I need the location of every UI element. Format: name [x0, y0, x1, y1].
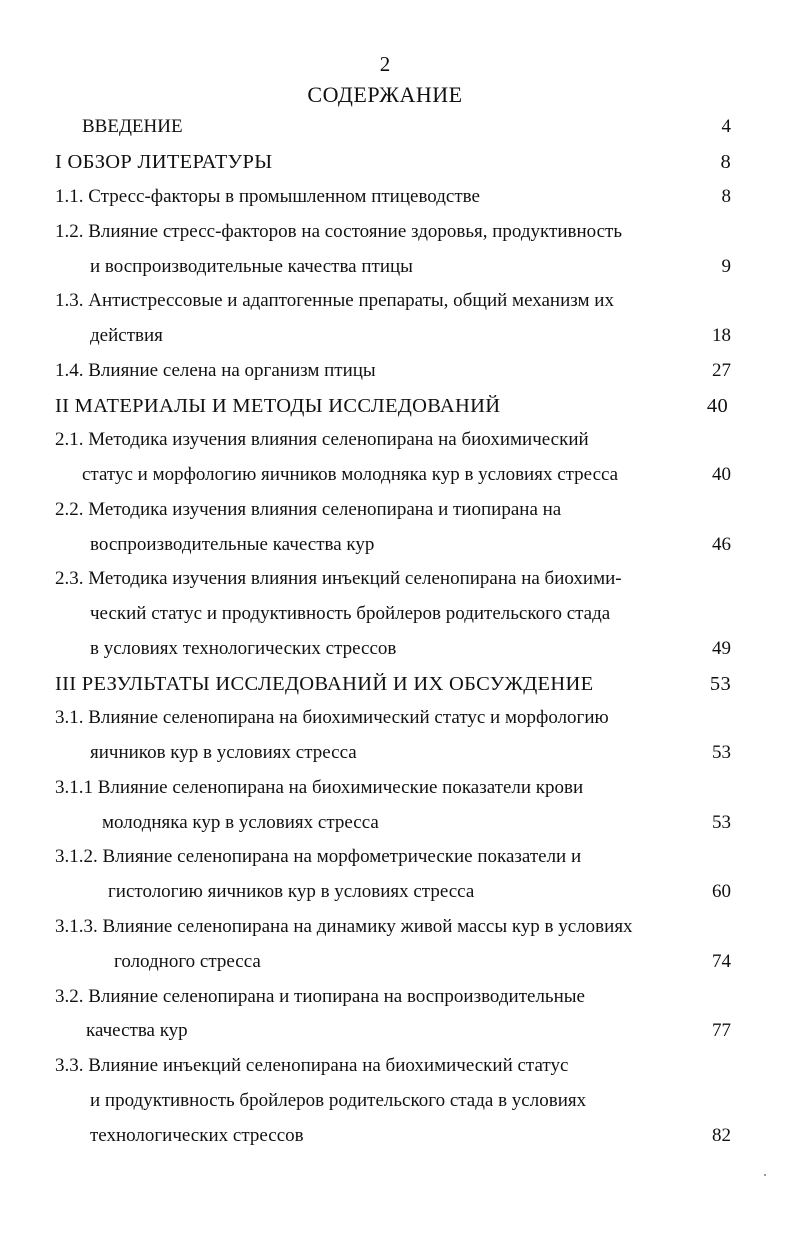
toc-entry-text: II МАТЕРИАЛЫ И МЕТОДЫ ИССЛЕДОВАНИЙ	[55, 395, 501, 417]
toc-entry-text: I ОБЗОР ЛИТЕРАТУРЫ	[55, 151, 273, 173]
toc-entry-text: 3.1.1 Влияние селенопирана на биохимические показатели крови	[55, 777, 584, 798]
toc-entry	[0, 1020, 798, 1050]
toc-entry-text: 1.1. Стресс-факторы в промышленном птицеводстве	[55, 186, 480, 207]
toc-entry-text: 2.1. Методика изучения влияния селенопирана на биохимический	[55, 429, 589, 450]
toc-entry-text: 3.1.2. Влияние селенопирана на морфометрические показатели и	[55, 846, 582, 867]
toc-entry	[0, 221, 798, 251]
toc-entry	[0, 603, 798, 633]
toc-entry	[0, 256, 798, 286]
toc-entry	[0, 707, 798, 737]
toc-entry	[0, 360, 798, 390]
toc-entry	[0, 673, 798, 703]
toc-entry	[0, 742, 798, 772]
toc-entry-text: 1.4. Влияние селена на организм птицы	[55, 360, 376, 381]
toc-entry-text: 3.1. Влияние селенопирана на биохимический статус и морфологию	[55, 707, 609, 728]
toc-entry-text: голодного стресса	[114, 951, 261, 972]
toc-entry	[0, 116, 798, 146]
toc-entry-text: 2.2. Методика изучения влияния селенопирана и тиопирана на	[55, 499, 562, 520]
toc-entry	[0, 395, 798, 425]
toc-entry-text: и продуктивность бройлеров родительского стада в условиях	[90, 1090, 587, 1111]
toc-entry-page: 77	[712, 1020, 731, 1041]
toc-entry	[0, 325, 798, 355]
toc-entry	[0, 777, 798, 807]
toc-entry	[0, 638, 798, 668]
toc-entry	[0, 846, 798, 876]
toc-entry	[0, 1125, 798, 1155]
toc-entry-text: 3.1.3. Влияние селенопирана на динамику живой массы кур в условиях	[55, 916, 633, 937]
toc-entry-text: гистологию яичников кур в условиях стресса	[108, 881, 475, 902]
toc-entry-page: 40	[712, 464, 731, 485]
toc-entry	[0, 916, 798, 946]
toc-entry-page: 49	[712, 638, 731, 659]
toc-entry-page: 18	[712, 325, 731, 346]
toc-entry-page: 27	[712, 360, 731, 381]
toc-entry-text: технологических стрессов	[90, 1125, 304, 1146]
toc-entry	[0, 429, 798, 459]
toc-entry-page: 53	[709, 673, 731, 695]
toc-entry-text: ческий статус и продуктивность бройлеров родительского стада	[90, 603, 611, 624]
toc-entry	[0, 1090, 798, 1120]
toc-entry	[0, 881, 798, 911]
toc-entry-text: статус и морфологию яичников молодняка кур в условиях стресса	[82, 464, 619, 485]
toc-entry-page: 9	[721, 256, 731, 277]
toc-entry	[0, 151, 798, 181]
toc-entry-page: 53	[712, 812, 731, 833]
toc-entry	[0, 464, 798, 494]
toc-entry-text: 1.2. Влияние стресс-факторов на состояние здоровья, продуктивность	[55, 221, 622, 242]
toc-entry	[0, 1055, 798, 1085]
toc-entry	[0, 290, 798, 320]
toc-entry-text: 3.2. Влияние селенопирана и тиопирана на воспроизводительные	[55, 986, 585, 1007]
toc-entry-text: III РЕЗУЛЬТАТЫ ИССЛЕДОВАНИЙ И ИХ ОБСУЖДЕНИЕ	[55, 673, 594, 695]
toc-entry-text: качества кур	[86, 1020, 188, 1041]
toc-title: СОДЕРЖАНИЕ	[307, 82, 463, 107]
toc-entry-text: и воспроизводительные качества птицы	[90, 256, 413, 277]
toc-entry	[0, 951, 798, 981]
toc-entry	[0, 186, 798, 216]
toc-entry	[0, 534, 798, 564]
toc-entry	[0, 986, 798, 1016]
toc-entry-page: 53	[712, 742, 731, 763]
toc-entry-page: 82	[712, 1125, 731, 1146]
toc-entry-page: 8	[721, 186, 731, 207]
toc-entry-text: 3.3. Влияние инъекций селенопирана на биохимический статус	[55, 1055, 569, 1076]
toc-entry-text: 2.3. Методика изучения влияния инъекций селенопирана на биохими-	[55, 568, 622, 589]
toc-entry-text: 1.3. Антистрессовые и адаптогенные препараты, общий механизм их	[55, 290, 614, 311]
toc-entry-page: 46	[712, 534, 731, 555]
toc-entry	[0, 812, 798, 842]
page-number: 2	[379, 52, 391, 76]
toc-entry-page: 60	[712, 881, 731, 902]
toc-entry-text: яичников кур в условиях стресса	[90, 742, 357, 763]
toc-entry-page: 4	[721, 116, 731, 137]
toc-entry-text: ВВЕДЕНИЕ	[82, 116, 183, 137]
scan-speck	[764, 1174, 766, 1176]
toc-entry	[0, 568, 798, 598]
toc-entry	[0, 499, 798, 529]
toc-entry-text: молодняка кур в условиях стресса	[102, 812, 379, 833]
toc-entry-text: действия	[90, 325, 163, 346]
toc-entry-page: 40	[706, 395, 728, 417]
toc-entry-text: в условиях технологических стрессов	[90, 638, 397, 659]
toc-entry-page: 74	[712, 951, 731, 972]
toc-entry-text: воспроизводительные качества кур	[90, 534, 375, 555]
toc-entry-page: 8	[720, 151, 731, 173]
